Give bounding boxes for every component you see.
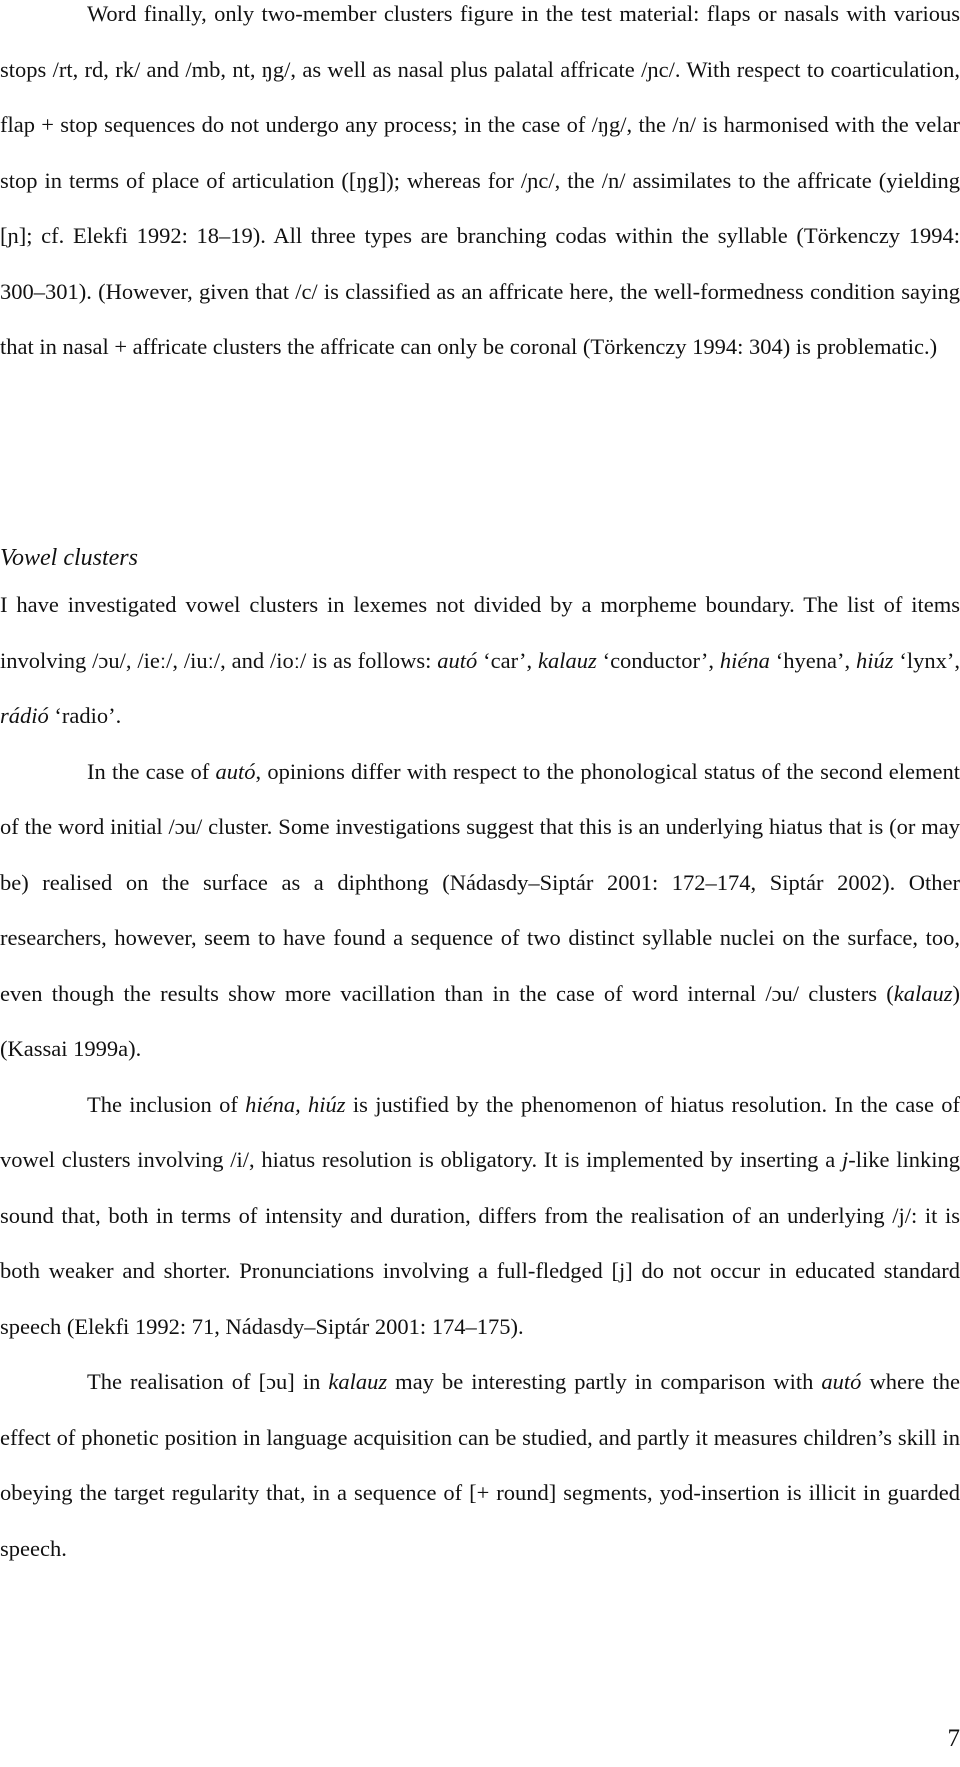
example-word: autó bbox=[215, 758, 256, 784]
vowel-clusters-section bbox=[0, 577, 960, 1576]
example-word: hiéna bbox=[719, 647, 770, 673]
example-word: rádió bbox=[0, 703, 49, 728]
body-paragraph bbox=[0, 744, 960, 1077]
body-paragraph bbox=[0, 0, 960, 375]
section-heading: Vowel clusters bbox=[0, 545, 138, 571]
paragraph-text: In the case of bbox=[87, 758, 216, 784]
page-number: 7 bbox=[947, 1725, 960, 1752]
paragraph-text: ‘conductor’, bbox=[596, 647, 720, 673]
paragraph-text: -like linking sound that, both in terms of intensity and duration, differs from the realisation of an underlying /j/: it is both weaker and shorter. Pronunciations involving a full-fledged [j] do not occur in educated standard speech (Elekfi 1992: 71, Nádasdy–Siptár 2001: 174–175). bbox=[0, 1147, 960, 1339]
example-word: hiéna, hiúz bbox=[245, 1091, 346, 1117]
paragraph-text: may be interesting partly in comparison with bbox=[387, 1369, 822, 1394]
paragraph-text: Word finally, only two-member clusters figure in the test material: flaps or nasals with various stops /rt, rd, rk/ and /mb, nt, ŋg/, as well as nasal plus palatal affricate /ɲc/. With respect to coarticulation, flap + stop sequences do not undergo any process; in the case of /ŋg/, the /n/ is harmonised with the velar stop in terms of place of articulation ([ŋg]); whereas for /ɲc/, the /n/ assimilates to the affricate (yielding [ɲ]; cf. Elekfi 1992: 18–19). All three types are branching codas within the syllable (Törkenczy 1994: 300–301). (However, given that /c/ is classified as an affricate here, the well-formedness condition saying that in nasal + affricate clusters the affricate can only be coronal (Törkenczy 1994: 304) is problematic.) bbox=[0, 1, 960, 359]
example-word: kalauz bbox=[328, 1369, 388, 1394]
paragraph-text: I have investigated vowel clusters in lexemes not divided by a morpheme boundary. The list of items involving /ɔu/, /ieː/, /iuː/, and /ioː/ is as follows: bbox=[0, 592, 960, 673]
paragraph-text: The inclusion of bbox=[87, 1091, 246, 1117]
paragraph-word-final-clusters bbox=[0, 0, 960, 375]
example-word: hiúz bbox=[855, 647, 894, 673]
example-word: kalauz bbox=[537, 647, 597, 673]
body-paragraph bbox=[0, 577, 960, 744]
paragraph-text: , opinions differ with respect to the phonological status of the second element of the word initial /ɔu/ cluster. Some investigations suggest that this is an underlying hiatus that is (or may be) realised on the surface as a diphthong (Nádasdy–Siptár 2001: 172–174, Siptár 2002). Other researchers, however, seem to have found a sequence of two distinct syllable nuclei on the surface, too, even though the results show more vacillation than in the case of word internal /ɔu/ clusters ( bbox=[0, 758, 960, 1006]
paragraph-text: ‘hyena’, bbox=[769, 647, 856, 673]
paragraph-text: ) (Kassai 1999a). bbox=[0, 980, 960, 1061]
example-word: autó bbox=[437, 647, 478, 673]
paragraph-text: ‘radio’. bbox=[48, 703, 122, 728]
example-word: j bbox=[841, 1147, 849, 1172]
paragraph-text: is justified by the phenomenon of hiatus resolution. In the case of vowel clusters involving /i/, hiatus resolution is obligatory. It is implemented by inserting a bbox=[0, 1091, 960, 1172]
body-paragraph bbox=[0, 1354, 960, 1576]
paragraph-text: ‘car’, bbox=[477, 647, 538, 673]
body-paragraph bbox=[0, 1077, 960, 1355]
example-word: autó bbox=[821, 1369, 862, 1394]
paragraph-text: ‘lynx’, bbox=[893, 647, 960, 673]
example-word: kalauz bbox=[893, 980, 953, 1006]
paragraph-text: The realisation of [ɔu] in bbox=[87, 1369, 329, 1394]
paragraph-text: where the effect of phonetic position in language acquisition can be studied, and partly it measures children’s skill in obeying the target regularity that, in a sequence of [+ round] segments, yod-insertion is illicit in guarded speech. bbox=[0, 1369, 960, 1561]
